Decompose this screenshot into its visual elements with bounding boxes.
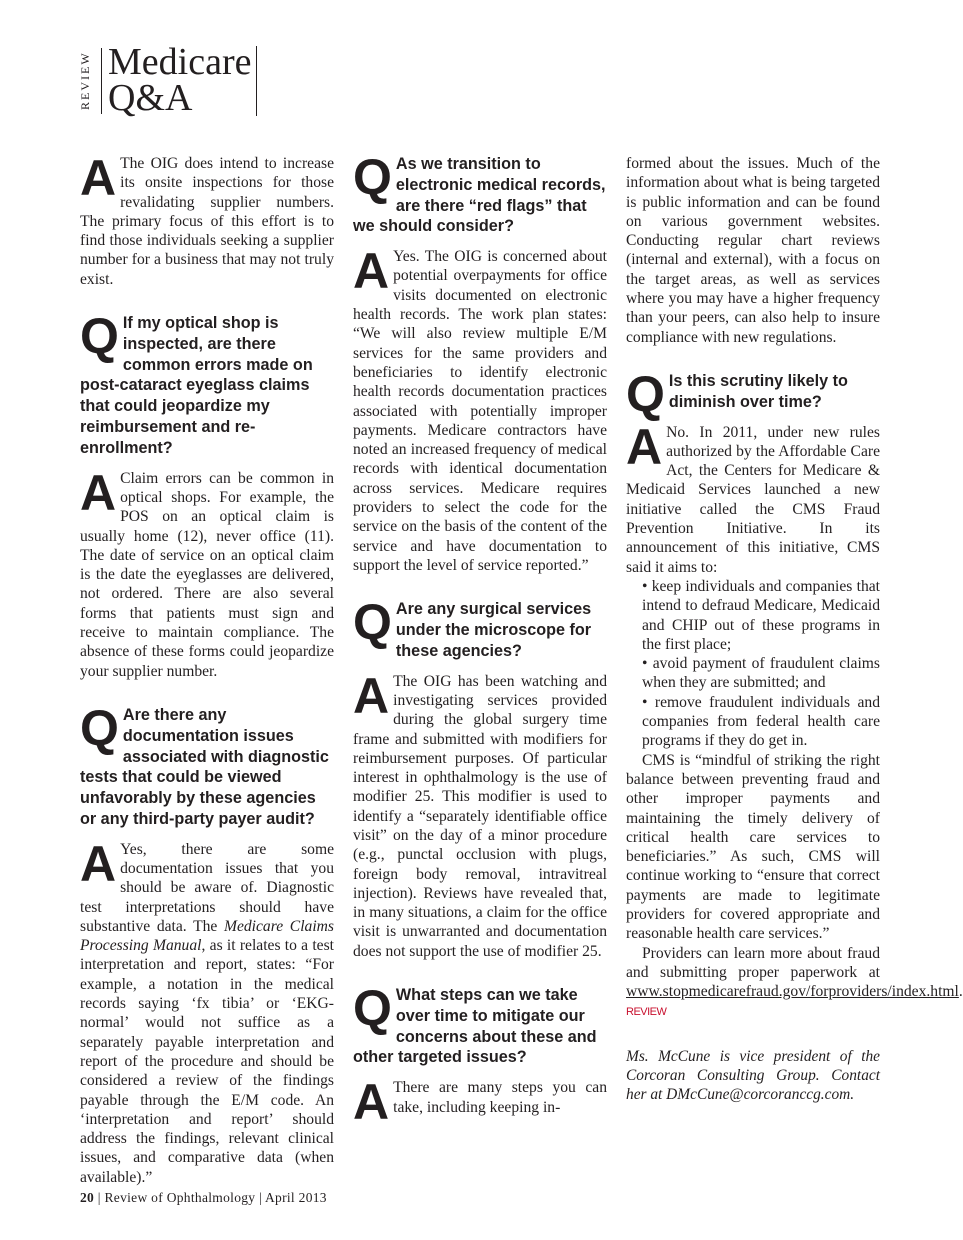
question-text: Are there any documentation issues associated with diagnostic tests that could be viewed unfavorably by these agencies or any third-party payer audit? (80, 705, 329, 828)
answer-drop-cap: A (80, 150, 117, 206)
question-text: Are any surgical services under the microscope for these agencies? (395, 600, 592, 660)
answer-block (626, 418, 880, 577)
answer-drop-cap: A (80, 835, 117, 892)
footer-separator: | (94, 1190, 105, 1205)
answer-block (80, 835, 334, 1187)
section-tag: REVIEW (78, 51, 92, 111)
question-block (626, 365, 880, 422)
page-footer (80, 1190, 327, 1206)
answer-text-part2: , as it relates to a test interpretation and report, states: “For example, a notation in the medical records saying ‘fx tibia’ or ‘EKG-normal’ would not suffice as a separately payable interpretation and report of the procedure and should be considered a review of the findings payable through the E/M code. An ‘interpretation and report’ should address the findings, relevant clinical issues, and comparative data (when available).” (80, 937, 334, 1186)
question-drop-cap: Q (626, 365, 665, 422)
question-block (80, 308, 334, 459)
question-text: What steps can we take over time to mitigate our concerns about these and other targeted issues? (353, 986, 597, 1067)
question-drop-cap: Q (80, 699, 119, 756)
footer-separator: | (255, 1190, 265, 1205)
question-text: As we transition to electronic medical records, are there “red flags” that we should consider? (353, 155, 606, 236)
answer-drop-cap: A (80, 464, 117, 521)
answer-text-part1: Yes, there are some documentation issues that you should be aware of. Diagnostic test interpretations should have substantive data. The (80, 840, 334, 935)
title-line-1: Medicare (108, 41, 252, 83)
question-block (353, 594, 607, 661)
issue-date: April 2013 (264, 1190, 327, 1205)
answer-text: No. In 2011, under new rules authorized by the Affordable Care Act, the Centers for Medicare & Medicaid Services launched a new initiative called the CMS Fraud Prevention Initiative. In its announcement of this initiative, CMS said it aims to: (626, 423, 880, 576)
answer-block (80, 150, 334, 289)
end-mark: REVIEW (626, 1006, 667, 1019)
answer-block (353, 1074, 607, 1131)
question-text: Is this scrutiny likely to diminish over time? (668, 371, 848, 411)
publication-name: Review of Ophthalmology (104, 1190, 256, 1205)
answer-drop-cap: A (353, 243, 390, 300)
answer-block (80, 464, 334, 681)
question-block (80, 699, 334, 830)
question-text: If my optical shop is inspected, are there common errors made on post-cataract eyeglass claims that could jeopardize my reimbursement and re-enrollment? (80, 314, 313, 457)
answer-drop-cap: A (626, 418, 663, 475)
column-2 (353, 149, 607, 1131)
header-divider-right (256, 46, 257, 116)
title-line-2: Q&A (108, 77, 193, 119)
manual-title: Medicare Claims Processing Manual (80, 917, 334, 955)
body-paragraph: Providers can learn more about fraud and submitting proper paperwork at www.stopmedicarefraud.gov/forproviders/index.html. REVIEW (626, 944, 963, 1019)
answer-text: The OIG does intend to increase its onsite inspections for those revalidating supplier numbers. The primary focus of this effort is to find those individuals seeking a supplier number for a business that may not truly exist. (80, 155, 334, 288)
question-drop-cap: Q (353, 594, 392, 651)
question-block (353, 980, 607, 1068)
body-paragraph: CMS is “mindful of striking the right balance between preventing fraud and other improper payments and maintaining the timely delivery of critical health care services to beneficiaries.” As such, CMS will continue working to “ensure that correct payments are made to legitimate providers for covered appropriate and reasonable health care services.” (626, 751, 880, 943)
answer-text: The OIG has been watching and investigating services provided during the global surgery time frame and submitted with modifiers for reimbursement purposes. Of particular interest in ophthalmology is the use of modifier 25. This modifier is used to identify a “separately identifiable office visit” on the day of a minor procedure (e.g., punctal occlusion with plugs, foreign body removal, intravitreal injection). Reviews have revealed that, in many situations, a claim for the office visit is unwarranted and documentation does not support the use of modifier 25. (353, 672, 607, 960)
bullet-item: • avoid payment of fraudulent claims when they are submitted; and (642, 655, 880, 692)
answer-text: There are many steps you can take, including keeping in- (393, 1079, 607, 1116)
question-drop-cap: Q (353, 149, 392, 205)
column-1 (80, 150, 334, 1187)
page-title (108, 41, 252, 119)
author-bio: Ms. McCune is vice president of the Corcoran Consulting Group. Contact her at DMcCune@corcoranccg.com. (626, 1047, 880, 1104)
answer-text: Claim errors can be common in optical shops. For example, the POS on an optical claim is usually home (12), never office (11). The date of service on an optical claim is the date the eyeglasses are delivered, not ordered. There are also several forms that patients must sign and receive to maintain compliance. The absence of these forms could jeopardize your supplier number. (80, 469, 334, 680)
answer-drop-cap: A (353, 1074, 390, 1131)
question-block (353, 149, 607, 237)
paragraph-text: Providers can learn more about fraud and submitting proper paperwork at (626, 944, 880, 981)
answer-drop-cap: A (353, 667, 390, 724)
bullet-item: • keep individuals and companies that intend to defraud Medicare, Medicaid and CHIP out of these programs in the first place; (642, 577, 880, 653)
answer-text: Yes. The OIG is concerned about potential overpayments for office visits documented on electronic health records. The work plan states: “We will also review multiple E/M services for the same providers and beneficiaries to identify electronic health records documentation practices associated with potentially improper payments. Medicare contractors have noted an increased frequency of medical records with identical documentation across services. Medicare requires providers to select the code for the service on the basis of the content of the service and have documentation to support the level of service reported.” (353, 248, 607, 574)
page-number: 20 (80, 1190, 95, 1205)
fraud-website-link[interactable]: www.stopmedicarefraud.gov/forproviders/index.html (626, 983, 959, 1001)
column-3 (626, 154, 963, 1119)
answer-block (353, 243, 607, 575)
answer-block (353, 667, 607, 961)
bullet-item: • remove fraudulent individuals and companies from federal health care programs if they do get in. (642, 693, 880, 750)
question-drop-cap: Q (353, 980, 392, 1037)
header-divider-left (101, 48, 102, 114)
question-drop-cap: Q (80, 308, 119, 365)
answer-continued: formed about the issues. Much of the information about what is being targeted is public information and can be found on various government websites. Conducting regular chart reviews (internal and external), with a focus on the target areas, as well as services where you may have a higher frequency than your peers, can also help to insure compliance with new regulations. (626, 155, 880, 346)
